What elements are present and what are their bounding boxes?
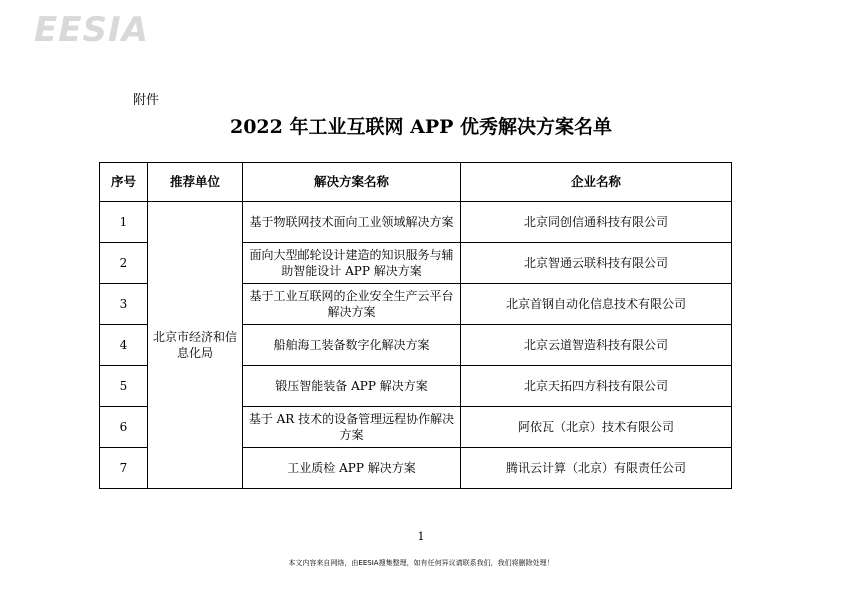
solution-name: 基于物联网技术面向工业领域解决方案 <box>243 202 461 243</box>
solution-name: 基于 AR 技术的设备管理远程协作解决方案 <box>243 407 461 448</box>
header-recommending-unit: 推荐单位 <box>148 163 243 202</box>
recommending-unit-cell: 北京市经济和信息化局 <box>148 202 243 489</box>
company-name: 北京同创信通科技有限公司 <box>461 202 732 243</box>
solution-name: 锻压智能装备 APP 解决方案 <box>243 366 461 407</box>
row-number: 7 <box>100 448 148 489</box>
row-number: 2 <box>100 243 148 284</box>
table-header-row <box>100 163 732 202</box>
header-number: 序号 <box>100 163 148 202</box>
solution-name: 面向大型邮轮设计建造的知识服务与辅助智能设计 APP 解决方案 <box>243 243 461 284</box>
row-number: 3 <box>100 284 148 325</box>
footer-note: 本文内容来自网络，由EESIA搜集整理，如有任何异议请联系我们，我们将删除处理！ <box>288 559 554 567</box>
eesia-logo: EESIA <box>34 10 149 50</box>
company-name: 北京云道智造科技有限公司 <box>461 325 732 366</box>
attachment-label: 附件 <box>133 93 160 108</box>
row-number: 1 <box>100 202 148 243</box>
company-name: 阿依瓦（北京）技术有限公司 <box>461 407 732 448</box>
header-company-name: 企业名称 <box>461 163 732 202</box>
document-title: 2022 年工业互联网 APP 优秀解决方案名单 <box>229 116 613 138</box>
page-number: 1 <box>417 530 425 543</box>
solution-name: 基于工业互联网的企业安全生产云平台解决方案 <box>243 284 461 325</box>
header-solution-name: 解决方案名称 <box>243 163 461 202</box>
company-name: 北京天拓四方科技有限公司 <box>461 366 732 407</box>
solution-name: 工业质检 APP 解决方案 <box>243 448 461 489</box>
row-number: 4 <box>100 325 148 366</box>
company-name: 腾讯云计算（北京）有限责任公司 <box>461 448 732 489</box>
solutions-table <box>99 162 732 489</box>
row-number: 5 <box>100 366 148 407</box>
company-name: 北京首钢自动化信息技术有限公司 <box>461 284 732 325</box>
row-number: 6 <box>100 407 148 448</box>
solution-name: 船舶海工装备数字化解决方案 <box>243 325 461 366</box>
company-name: 北京智通云联科技有限公司 <box>461 243 732 284</box>
table-row <box>100 202 732 243</box>
